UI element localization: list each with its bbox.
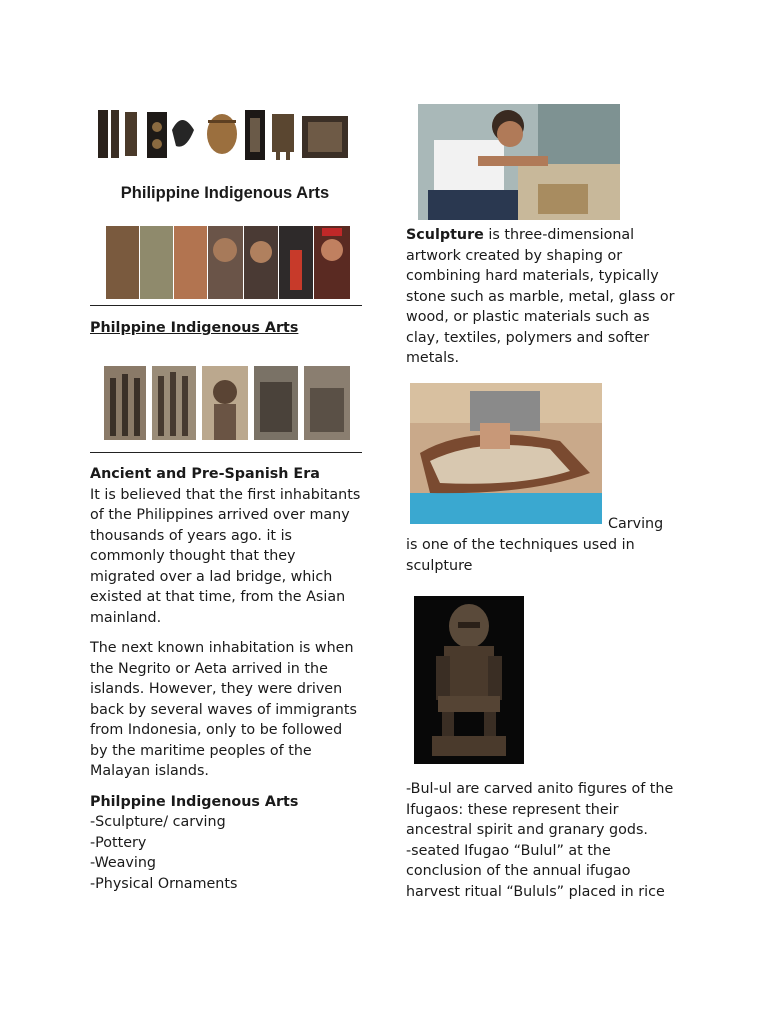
text-line <box>406 225 696 246</box>
list-item: -Pottery <box>90 834 147 851</box>
bulul-description <box>406 779 706 902</box>
text-line: -Bul-ul are carved anito figures of the <box>406 781 674 797</box>
era-heading: Ancient and Pre-Spanish Era <box>90 466 320 482</box>
carving-word: Carving <box>608 516 664 532</box>
text-line: harvest ritual “Bululs” placed in rice <box>406 883 665 900</box>
text-line: Malayan islands. <box>90 763 209 779</box>
text-line: Ifugaos: these represent their <box>406 801 619 818</box>
text-line: ancestral spirit and granary gods. <box>406 822 648 838</box>
text-line: back by several waves of immigrants <box>90 701 357 718</box>
text-line: wood, or plastic materials such as <box>406 309 650 325</box>
text-line: islands. However, they were driven <box>90 681 343 697</box>
text-line: migrated over a lad bridge, which <box>90 568 333 585</box>
sculpture-term: Sculpture <box>406 227 484 243</box>
bulul-figure-photo <box>414 596 524 764</box>
text-line: It is believed that the first inhabitants <box>90 486 361 503</box>
sculptor-photo <box>418 104 620 220</box>
carving-photo <box>410 383 602 524</box>
text-line: mainland. <box>90 609 162 626</box>
list-item: -Physical Ornaments <box>90 875 238 892</box>
divider <box>90 305 362 306</box>
carving-caption <box>406 535 696 576</box>
divider <box>90 452 362 453</box>
arts-list-heading: Philppine Indigenous Arts <box>90 793 299 810</box>
text-line: by the maritime peoples of the <box>90 742 312 759</box>
sculpture-definition <box>406 225 696 369</box>
section-heading: Philppine Indigenous Arts <box>90 320 299 336</box>
list-item: -Sculpture/ carving <box>90 814 226 830</box>
list-item: -Weaving <box>90 855 157 871</box>
era-paragraph-1 <box>90 485 365 629</box>
text-line: conclusion of the annual ifugao <box>406 863 631 879</box>
text-line: -seated Ifugao “Bulul” at the <box>406 842 611 859</box>
text-line: thousands of years ago. it is <box>90 527 292 544</box>
banner-title: Philippine Indigenous Arts <box>120 184 330 202</box>
era-paragraph-2 <box>90 638 365 782</box>
sculpture-first-line: is three-dimensional <box>483 227 635 243</box>
text-line: artwork created by shaping or <box>406 247 623 264</box>
text-line: stone such as marble, metal, glass or <box>406 288 675 305</box>
banner-collage-image <box>90 100 360 303</box>
text-line: commonly thought that they <box>90 548 296 564</box>
group-photos-image <box>90 348 360 448</box>
text-line: from Indonesia, only to be followed <box>90 722 343 738</box>
text-line: of the Philippines arrived over many <box>90 507 350 523</box>
text-line: The next known inhabitation is when <box>90 640 354 656</box>
arts-list <box>90 792 365 895</box>
text-line: combining hard materials, typically <box>406 268 659 284</box>
text-line: metals. <box>406 350 460 366</box>
text-line: the Negrito or Aeta arrived in the <box>90 660 328 677</box>
era-section <box>90 464 365 894</box>
text-line: clay, textiles, polymers and softer <box>406 329 650 346</box>
text-line: is one of the techniques used in <box>406 537 635 553</box>
text-line: existed at that time, from the Asian <box>90 589 346 605</box>
text-line: sculpture <box>406 557 473 574</box>
